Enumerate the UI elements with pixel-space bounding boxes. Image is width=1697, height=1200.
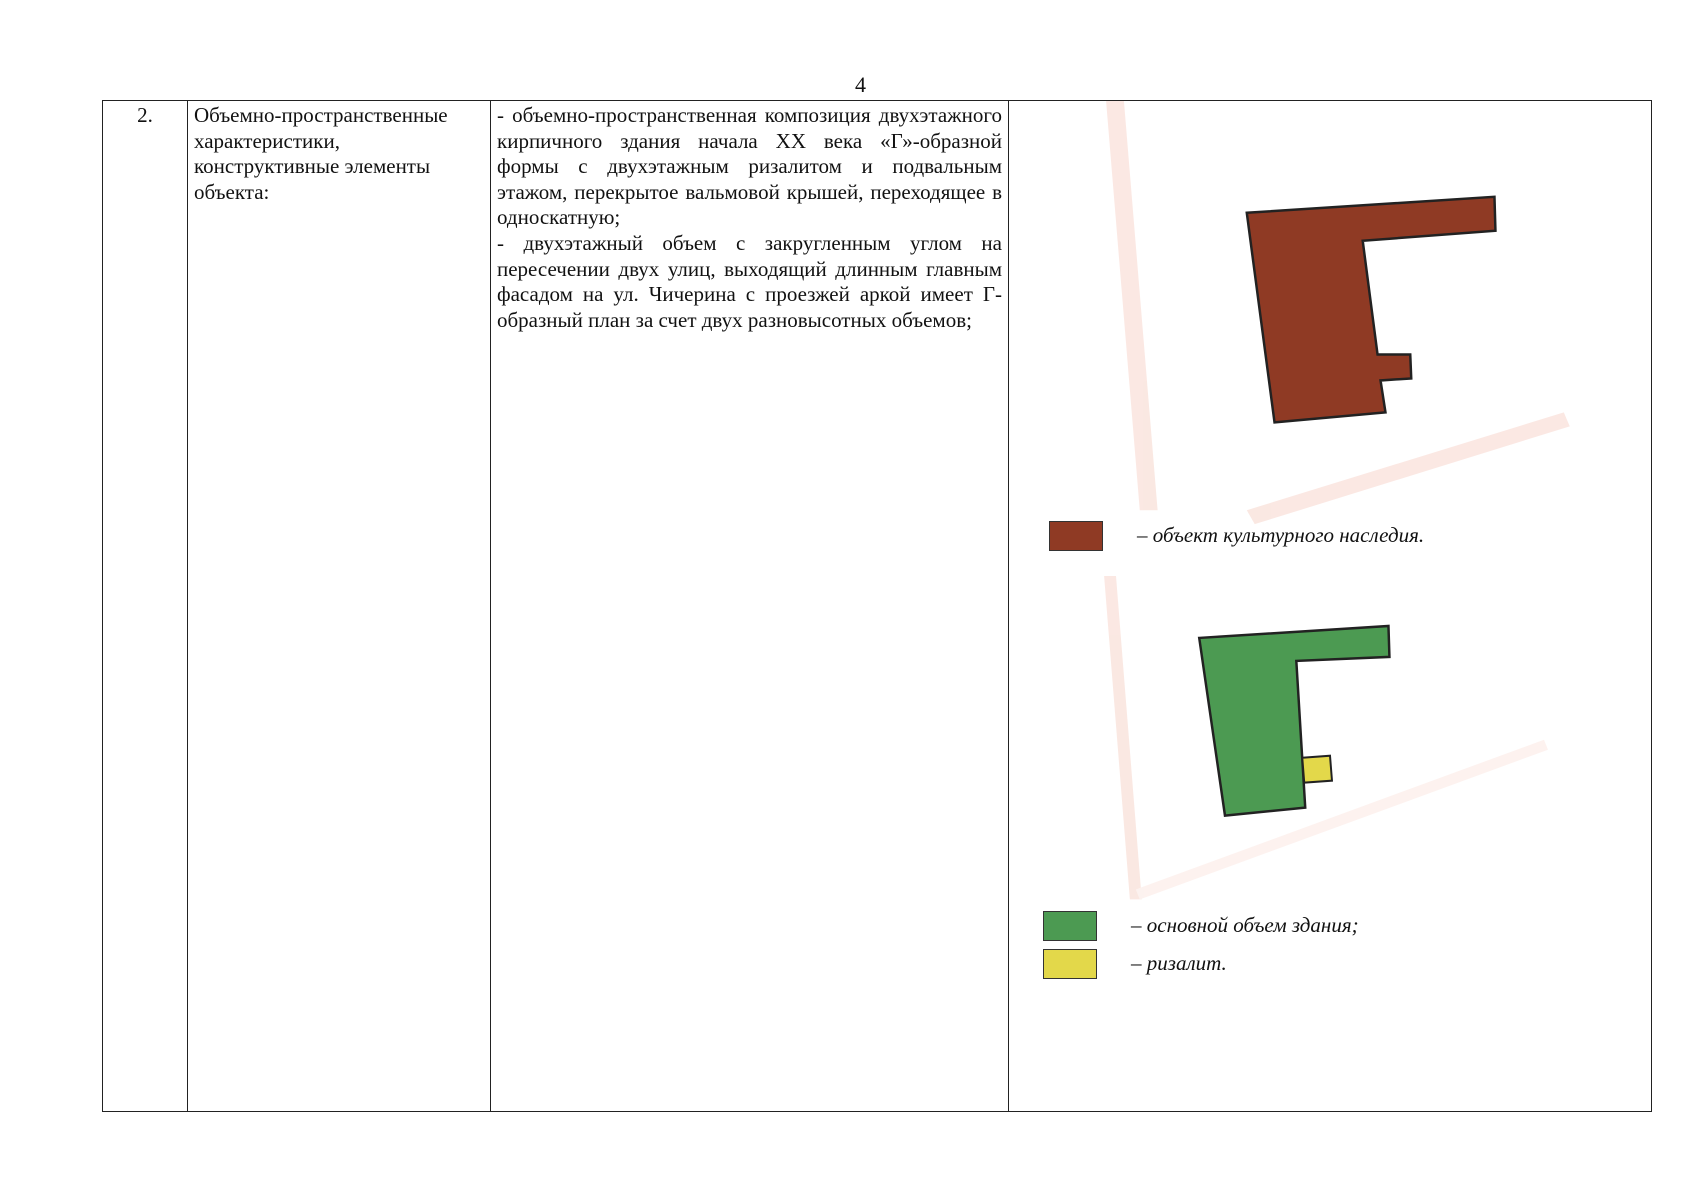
characteristics-table [102, 100, 1652, 1112]
main-volume-color-swatch [1043, 911, 1097, 941]
row-number: 2. [103, 101, 188, 1112]
description-paragraph-1: - объемно-пространственная композиция двухэтажного кирпичного здания начала XX века «Г»-образной формы с двухэтажным ризалитом и подвальным этажом, перекрытое вальмовой крышей, переходящее в односкатную; [497, 103, 1002, 230]
heritage-color-swatch [1049, 521, 1103, 551]
plan-figure-cell [1009, 101, 1652, 1112]
row-description [491, 101, 1009, 1112]
legend-item-heritage [1049, 521, 1424, 551]
street-lines-bottom [1104, 576, 1548, 899]
risalit-color-swatch [1043, 949, 1097, 979]
legend-item-main-volume [1043, 911, 1359, 941]
main-volume-shape [1199, 626, 1389, 816]
page-number: 4 [855, 72, 866, 97]
description-paragraph-2: - двухэтажный объем с закругленным углом на пересечении двух улиц, выходящий длинным главным фасадом на ул. Чичерина с проезжей аркой имеет Г-образный план за счет двух разновысотных объемов; [497, 231, 1002, 332]
legend-label-heritage: – объект культурного наследия. [1137, 523, 1425, 548]
risalit-shape [1302, 756, 1332, 783]
table-row [103, 101, 1652, 1112]
heritage-object-shape [1247, 197, 1496, 423]
legend-label-main-volume: – основной объем здания; [1131, 913, 1359, 938]
legend-item-risalit [1043, 949, 1227, 979]
legend-label-risalit: – ризалит. [1131, 951, 1227, 976]
row-title: Объемно-пространственные характеристики, конструктивные элементы объекта: [188, 101, 491, 1112]
